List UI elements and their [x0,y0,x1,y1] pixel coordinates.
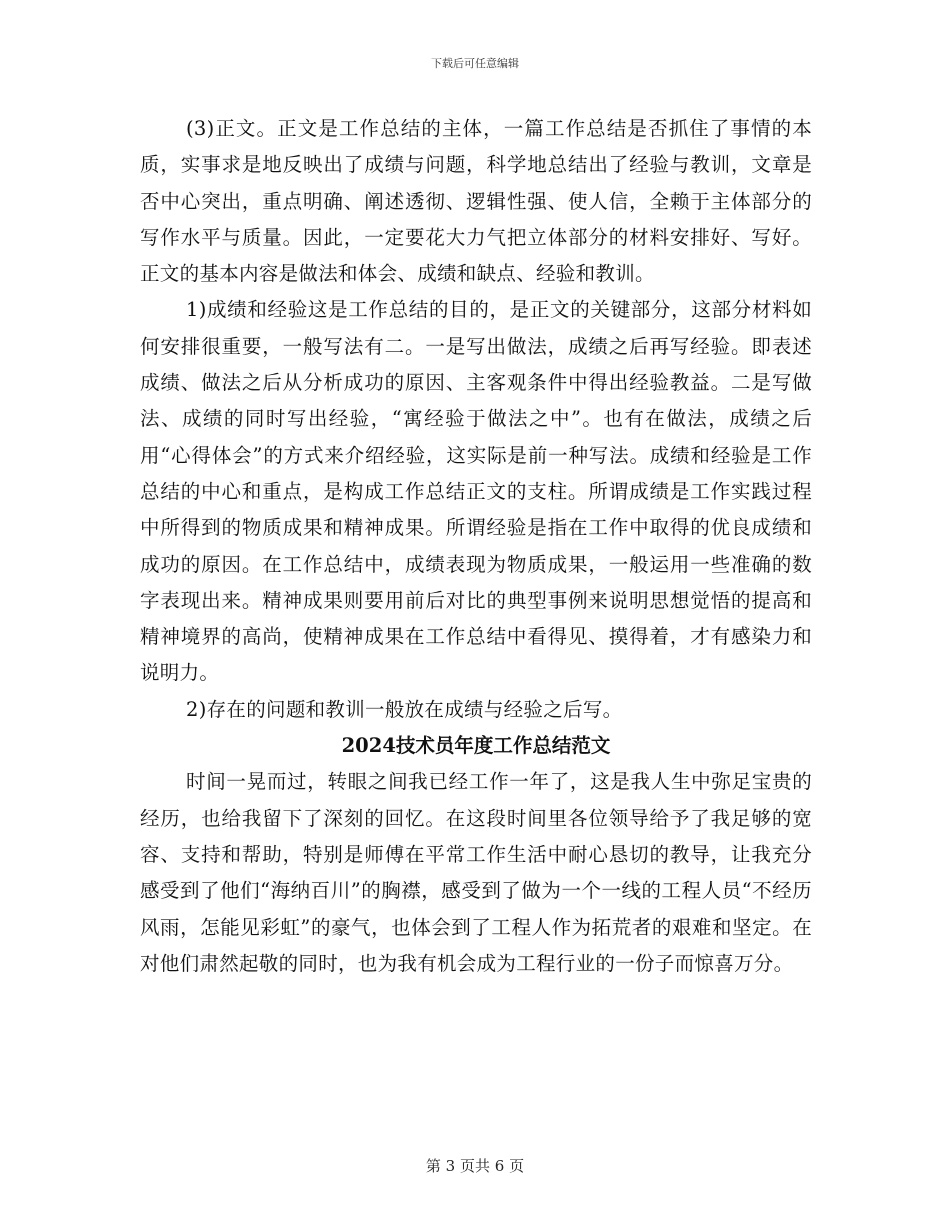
paragraph-achievements-experience: 1)成绩和经验这是工作总结的目的，是正文的关键部分，这部分材料如何安排很重要，一般写法有二。一是写出做法，成绩之后再写经验。即表述成绩、做法之后从分析成功的原因、主客观条件中得出经验教益。二是写做法、成绩的同时写出经验，“寓经验于做法之中”。也有在做法，成绩之后用“心得体会”的方式来介绍经验，这实际是前一种写法。成绩和经验是工作总结的中心和重点，是构成工作总结正文的支柱。所谓成绩是工作实践过程中所得到的物质成果和精神成果。所谓经验是指在工作中取得的优良成绩和成功的原因。在工作总结中，成绩表现为物质成果，一般运用一些准确的数字表现出来。精神成果则要用前后对比的典型事例来说明思想觉悟的提高和精神境界的高尚，使精神成果在工作总结中看得见、摸得着，才有感染力和说明力。 [140,298,812,685]
paragraph-main-text: (3)正文。正文是工作总结的主体，一篇工作总结是否抓住了事情的本质，实事求是地反映出了成绩与问题，科学地总结出了经验与教训，文章是否中心突出，重点明确、阐述透彻、逻辑性强、使人信，全赖于主体部分的写作水平与质量。因此，一定要花大力气把立体部分的材料安排好、写好。正文的基本内容是做法和体会、成绩和缺点、经验和教训。 [140,117,812,286]
section-heading: 2024技术员年度工作总结范文 [341,734,611,758]
paragraph-problems-lessons: 2)存在的问题和教训一般放在成绩与经验之后写。 [186,697,623,721]
page-number-footer: 第 3 页共 6 页 [425,1157,525,1175]
document-body [140,111,812,982]
page-header-note: 下载后可任意编辑 [431,57,519,70]
paragraph-technician-summary: 时间一晃而过，转眼之间我已经工作一年了，这是我人生中弥足宝贵的经历，也给我留下了深刻的回忆。在这段时间里各位领导给予了我足够的宽容、支持和帮助，特别是师傅在平常工作生活中耐心恳切的教导，让我充分感受到了他们“海纳百川”的胸襟，感受到了做为一个一线的工程人员“不经历风雨，怎能见彩虹”的豪气，也体会到了工程人作为拓荒者的艰难和坚定。在对他们肃然起敬的同时，也为我有机会成为工程行业的一份子而惊喜万分。 [140,770,812,975]
